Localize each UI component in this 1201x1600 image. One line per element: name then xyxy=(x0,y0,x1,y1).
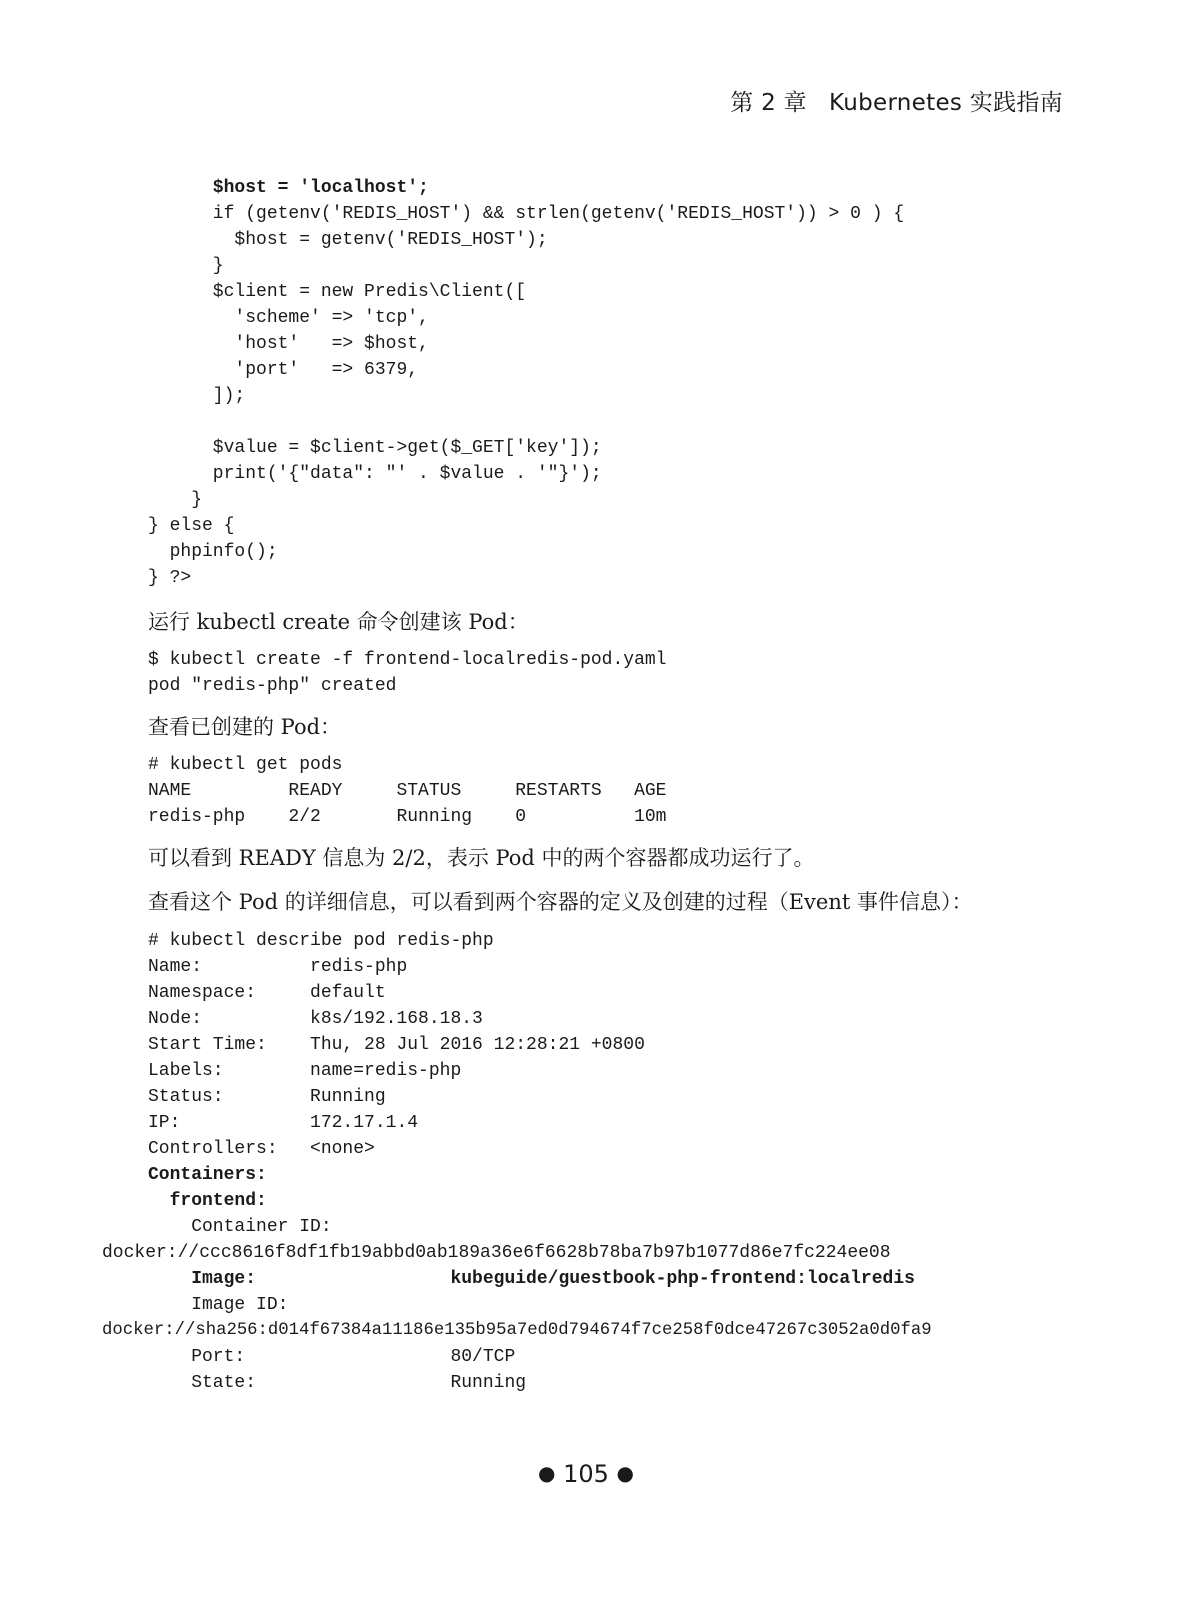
code-line: } else { xyxy=(148,516,235,536)
paragraph-view-pod: 查看已创建的 Pod： xyxy=(148,715,342,739)
code-line xyxy=(148,409,904,435)
code-line: Namespace: default xyxy=(148,983,386,1003)
code-line: State: Running xyxy=(148,1373,527,1393)
code-line: docker://ccc8616f8df1fb19abbd0ab189a36e6f6628b78ba7b97b1077d86e7fc224ee08 xyxy=(102,1243,891,1263)
running-header xyxy=(730,84,1063,117)
code-line: NAME READY STATUS RESTARTS AGE xyxy=(148,781,667,801)
describe-pod-block xyxy=(102,928,932,1396)
code-line: 'host' => $host, xyxy=(148,334,429,354)
paragraph-create-command: 运行 kubectl create 命令创建该 Pod： xyxy=(148,610,529,634)
code-line: Controllers: <none> xyxy=(148,1139,375,1159)
code-line: ]); xyxy=(148,386,246,406)
code-line: } ?> xyxy=(148,568,192,588)
get-pods-block xyxy=(148,752,666,830)
code-line: docker://sha256:d014f67384a11186e135b95a7ed0d794674f7ce258f0dce47267c3052a0d0fa9 xyxy=(102,1321,932,1340)
chapter-number: 第 2 章 xyxy=(730,90,807,116)
code-line: frontend: xyxy=(148,1191,267,1211)
code-line: Labels: name=redis-php xyxy=(148,1061,462,1081)
code-line: Image ID: xyxy=(148,1295,289,1315)
code-line: # kubectl get pods xyxy=(148,755,343,775)
code-line: Start Time: Thu, 28 Jul 2016 12:28:21 +0800 xyxy=(148,1035,645,1055)
code-line: if (getenv('REDIS_HOST') && strlen(getenv('REDIS_HOST')) > 0 ) { xyxy=(148,204,905,224)
create-command-block xyxy=(148,647,666,699)
bullet-icon: ● xyxy=(538,1461,556,1485)
code-line: Containers: xyxy=(148,1165,267,1185)
code-line: Container ID: xyxy=(148,1217,332,1237)
code-line: Node: k8s/192.168.18.3 xyxy=(148,1009,483,1029)
code-line: Name: redis-php xyxy=(148,957,408,977)
php-code-block xyxy=(148,175,904,591)
code-line: $host = getenv('REDIS_HOST'); xyxy=(148,230,548,250)
page-number-value: 105 xyxy=(563,1460,609,1488)
code-line: IP: 172.17.1.4 xyxy=(148,1113,419,1133)
code-line: Port: 80/TCP xyxy=(148,1347,516,1367)
page-number xyxy=(0,1460,1172,1488)
code-line: Image: kubeguide/guestbook-php-frontend:localredis xyxy=(148,1269,915,1289)
code-line: $ kubectl create -f frontend-localredis-pod.yaml xyxy=(148,650,667,670)
code-line: $client = new Predis\Client([ xyxy=(148,282,527,302)
bullet-icon: ● xyxy=(616,1461,634,1485)
code-line: 'port' => 6379, xyxy=(148,360,419,380)
code-line: pod "redis-php" created xyxy=(148,676,397,696)
code-line: } xyxy=(148,490,203,510)
code-line: phpinfo(); xyxy=(148,542,278,562)
paragraph-describe-pod: 查看这个 Pod 的详细信息，可以看到两个容器的定义及创建的过程（Event 事件信息）： xyxy=(148,890,973,914)
code-line: Status: Running xyxy=(148,1087,386,1107)
chapter-title: Kubernetes 实践指南 xyxy=(828,90,1063,116)
code-line: print('{"data": "' . $value . '"}'); xyxy=(148,464,602,484)
code-line: # kubectl describe pod redis-php xyxy=(148,931,494,951)
code-line: redis-php 2/2 Running 0 10m xyxy=(148,807,667,827)
code-line: $value = $client->get($_GET['key']); xyxy=(148,438,602,458)
code-line: 'scheme' => 'tcp', xyxy=(148,308,429,328)
code-line: } xyxy=(148,256,224,276)
paragraph-ready-status: 可以看到 READY 信息为 2/2，表示 Pod 中的两个容器都成功运行了。 xyxy=(148,846,815,870)
code-line: $host = 'localhost'; xyxy=(148,178,429,198)
